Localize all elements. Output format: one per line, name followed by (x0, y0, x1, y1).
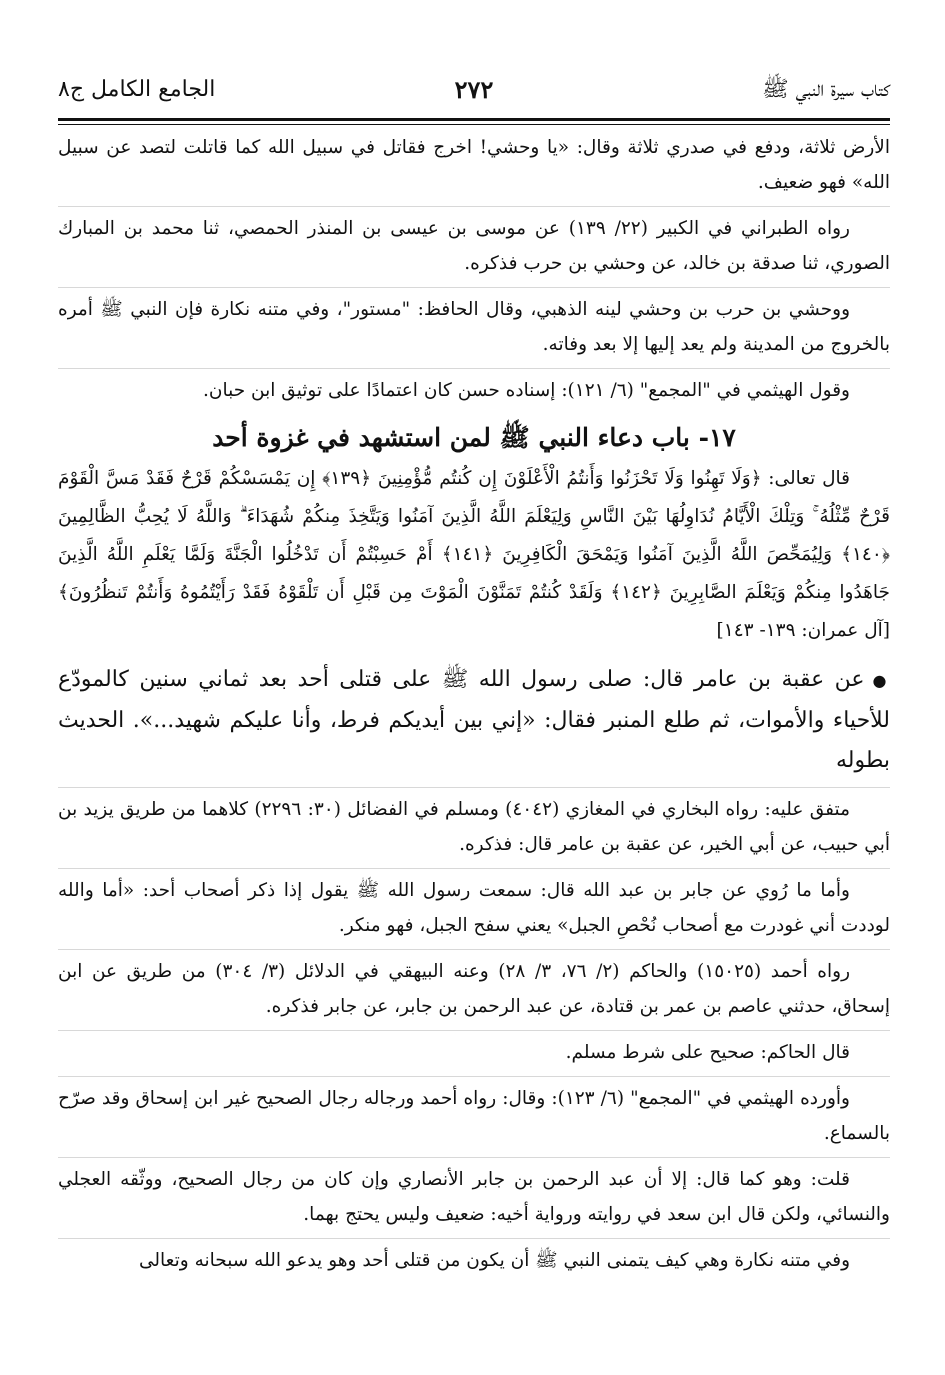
bullet-icon: ● (872, 671, 890, 690)
paragraph: متفق عليه: رواه البخاري في المغازي (٤٠٤٢) ومسلم في الفضائل (٣٠: ٢٢٩٦) كلاهما من طريق يزيد بن أبي حبيب، عن أبي الخير، عن عقبة بن عامر قال: فذكره. (58, 792, 890, 869)
paragraph: قال الحاكم: صحيح على شرط مسلم. (58, 1035, 890, 1077)
hadith-body: عن عقبة بن عامر قال: صلى رسول الله ﷺ على قتلى أحد بعد ثماني سنين كالمودّع للأحياء والأموات، ثم طلع المنبر فقال: «إني بين أيديكم فرط، وأنا عليكم شهيد...». الحديث بطوله (58, 667, 890, 773)
paragraph: الأرض ثلاثة، ودفع في صدري ثلاثة وقال: «يا وحشي! اخرج فقاتل في سبيل الله كما قاتلت لتصد عن سبيل الله» فهو ضعيف. (58, 130, 890, 207)
paragraph: وأورده الهيثمي في "المجمع" (٦/ ١٢٣): وقال: رواه أحمد ورجاله رجال الصحيح غير ابن إسحاق وقد صرّح بالسماع. (58, 1081, 890, 1158)
paragraph: وفي متنه نكارة وهي كيف يتمنى النبي ﷺ أن يكون من قتلى أحد وهو يدعو الله سبحانه وتعالى (138, 1250, 850, 1271)
page-body (58, 130, 890, 1288)
paragraph: رواه أحمد (١٥٠٢٥) والحاكم (٢/ ٧٦، ٣/ ٢٨) وعنه البيهقي في الدلائل (٣/ ٣٠٤) من طريق عن ابن إسحاق، حدثني عاصم بن عمر بن قتادة، عن عبد الرحمن بن جابر، عن جابر فذكره. (58, 954, 890, 1031)
hadith-text (58, 660, 890, 788)
page-number: ٢٧٢ (454, 75, 494, 104)
header-rule (58, 118, 890, 125)
paragraph: وأما ما رُوي عن جابر بن عبد الله قال: سمعت رسول الله ﷺ يقول إذا ذكر أصحاب أحد: «أما والله لوددت أني غودرت مع أصحاب نُحْصِ الجبل» يعني سفح الجبل، فهو منكر. (58, 873, 890, 950)
page-header (58, 72, 890, 112)
book-title: كتاب سيرة النبي ﷺ (762, 77, 890, 102)
paragraph: قلت: وهو كما قال: إلا أن عبد الرحمن بن جابر الأنصاري وإن كان من رجال الصحيح، ووثّقه العجلي والنسائي، ولكن قال ابن سعد في روايته ورواية أخيه: ضعيف وليس يحتج بهما. (58, 1162, 890, 1239)
paragraph: وقول الهيثمي في "المجمع" (٦/ ١٢١): إسناده حسن كان اعتمادًا على توثيق ابن حبان. (203, 380, 850, 401)
section-title: ١٧- باب دعاء النبي ﷺ لمن استشهد في غزوة أحد (212, 423, 736, 452)
paragraph: رواه الطبراني في الكبير (٢٢/ ١٣٩) عن موسى بن عيسى بن المنذر الحمصي، ثنا محمد بن المبارك الصوري، ثنا صدقة بن خالد، عن وحشي بن حرب فذكره. (58, 211, 890, 288)
paragraph: ووحشي بن حرب بن وحشي لينه الذهبي، وقال الحافظ: "مستور"، وفي متنه نكارة فإن النبي ﷺ أمره بالخروج من المدينة ولم يعد إليها إلا بعد وفاته. (58, 292, 890, 369)
volume-label: الجامع الكامل ج٨ (58, 77, 216, 102)
quran-verses: قال تعالى: ﴿وَلَا تَهِنُوا وَلَا تَحْزَنُوا وَأَنتُمُ الْأَعْلَوْنَ إِن كُنتُم مُّؤْمِنِينَ ﴿١٣٩﴾ إِن يَمْسَسْكُمْ قَرْحٌ فَقَدْ مَسَّ الْقَوْمَ قَرْحٌ مِّثْلُهُ ۚ وَتِلْكَ الْأَيَّامُ نُدَاوِلُهَا بَيْنَ النَّاسِ وَلِيَعْلَمَ اللَّهُ الَّذِينَ آمَنُوا وَيَتَّخِذَ مِنكُمْ شُهَدَاءَ ۗ وَاللَّهُ لَا يُحِبُّ الظَّالِمِينَ ﴿١٤٠﴾ وَلِيُمَحِّصَ اللَّهُ الَّذِينَ آمَنُوا وَيَمْحَقَ الْكَافِرِينَ ﴿١٤١﴾ أَمْ حَسِبْتُمْ أَن تَدْخُلُوا الْجَنَّةَ وَلَمَّا يَعْلَمِ اللَّهُ الَّذِينَ جَاهَدُوا مِنكُمْ وَيَعْلَمَ الصَّابِرِينَ ﴿١٤٢﴾ وَلَقَدْ كُنتُمْ تَمَنَّوْنَ الْمَوْتَ مِن قَبْلِ أَن تَلْقَوْهُ فَقَدْ رَأَيْتُمُوهُ وَأَنتُمْ تَنظُرُونَ﴾ [آل عمران: ١٣٩- ١٤٣] (58, 468, 890, 641)
